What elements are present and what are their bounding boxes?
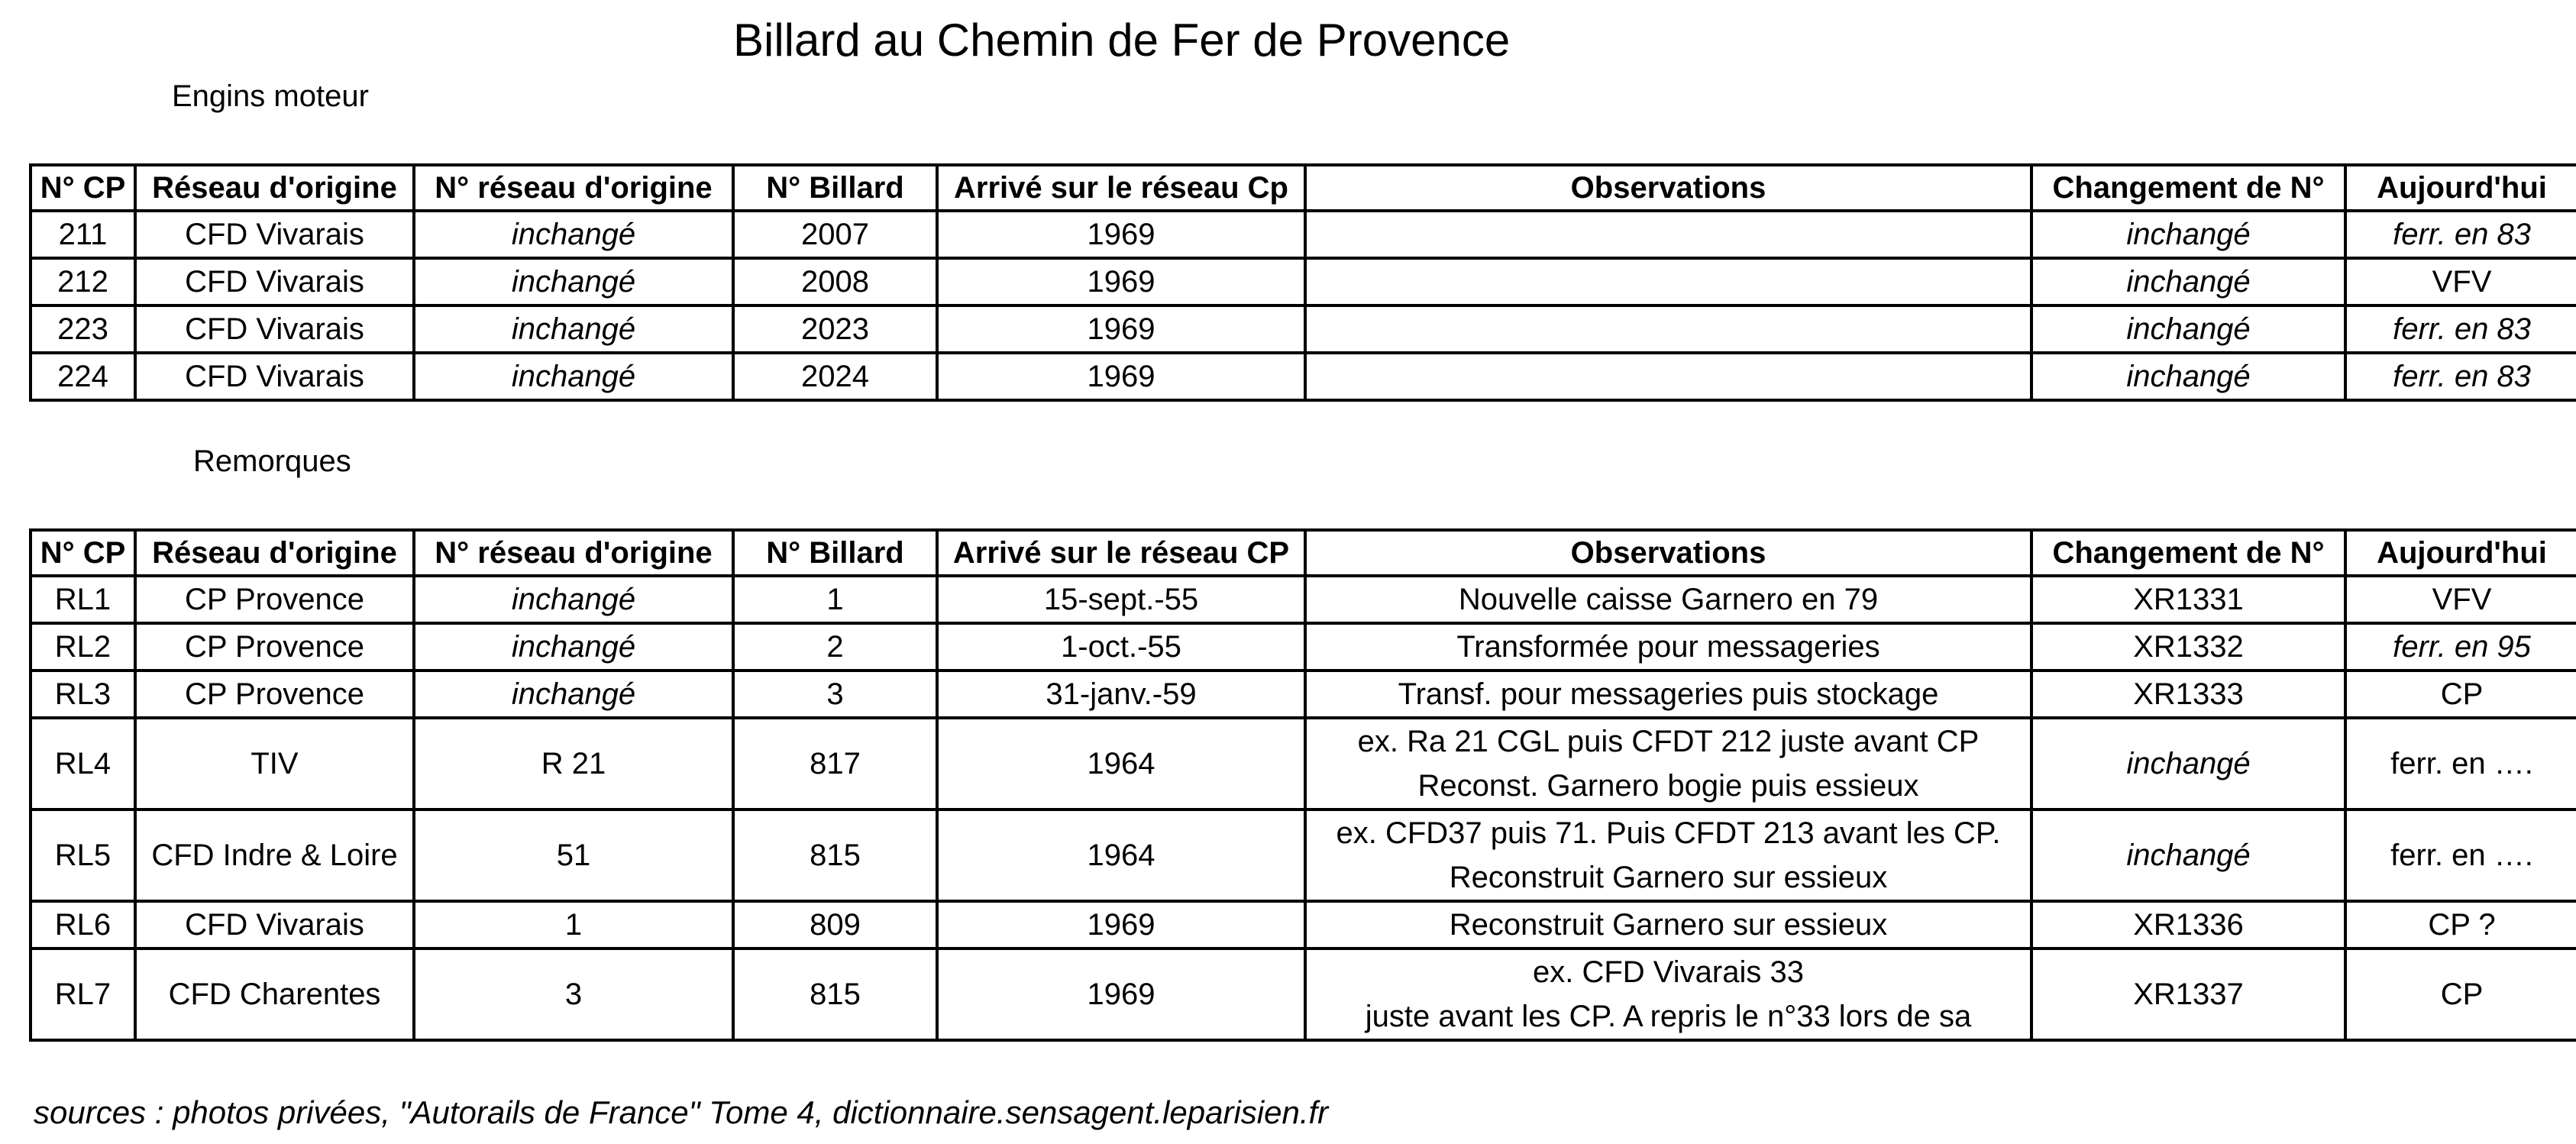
table-cell [1305, 353, 2031, 400]
table-cell: TIV [135, 718, 414, 810]
table-cell: 2008 [733, 258, 937, 305]
observation-line: Reconstruit Garnero sur essieux [1449, 861, 1888, 894]
table-cell: inchangé [2031, 353, 2345, 400]
table-cell [1305, 305, 2031, 353]
table-cell: ferr. en 95 [2345, 623, 2576, 671]
header-cell: N° Billard [733, 530, 937, 576]
header-cell: N° réseau d'origine [414, 530, 733, 576]
table-cell: VFV [2345, 258, 2576, 305]
table-row [31, 901, 2576, 948]
table-row [31, 623, 2576, 671]
table-cell: inchangé [414, 258, 733, 305]
header-cell: Aujourd'hui [2345, 530, 2576, 576]
table-cell: 2 [733, 623, 937, 671]
table-row [31, 576, 2576, 623]
table-cell: CP [2345, 671, 2576, 718]
table-cell: 15-sept.-55 [937, 576, 1305, 623]
table-cell: inchangé [2031, 258, 2345, 305]
table-cell: inchangé [414, 211, 733, 258]
table-cell: 1969 [937, 211, 1305, 258]
observation-line: Reconst. Garnero bogie puis essieux [1417, 769, 1919, 803]
table-cell: 31-janv.-59 [937, 671, 1305, 718]
table-row [31, 671, 2576, 718]
header-cell: N° Billard [733, 165, 937, 211]
table-cell: ferr. en 83 [2345, 211, 2576, 258]
observation-line: ex. CFD Vivarais 33 [1533, 955, 1804, 989]
table-cell: 1969 [937, 258, 1305, 305]
table-row [31, 810, 2576, 901]
table-cell: CFD Charentes [135, 948, 414, 1040]
table-row [31, 305, 2576, 353]
table-cell: inchangé [2031, 305, 2345, 353]
header-cell: Changement de N° [2031, 165, 2345, 211]
remorques-table [29, 528, 2576, 1042]
table-cell: 2007 [733, 211, 937, 258]
table-cell: inchangé [2031, 211, 2345, 258]
table-cell: CFD Vivarais [135, 353, 414, 400]
table-cell: 3 [414, 948, 733, 1040]
table-cell: R 21 [414, 718, 733, 810]
observation-line: Reconstruit Garnero sur essieux [1449, 908, 1888, 942]
table-row [31, 211, 2576, 258]
table-cell: ferr. en 83 [2345, 353, 2576, 400]
table-cell: CP Provence [135, 576, 414, 623]
observation-line: ex. CFD37 puis 71. Puis CFDT 213 avant les CP. [1336, 816, 2001, 850]
engins-table [29, 163, 2576, 402]
table-cell: RL7 [31, 948, 135, 1040]
page-title: Billard au Chemin de Fer de Provence [733, 15, 1511, 66]
section-label-engins: Engins moteur [172, 79, 369, 113]
table-cell: 809 [733, 901, 937, 948]
header-cell: Observations [1305, 530, 2031, 576]
observation-cell [1305, 718, 2031, 810]
table-cell: 2024 [733, 353, 937, 400]
table-cell: 817 [733, 718, 937, 810]
table-cell: 1969 [937, 353, 1305, 400]
observation-line: Transf. pour messageries puis stockage [1398, 677, 1939, 711]
observation-cell [1305, 810, 2031, 901]
table-cell: ferr. en …. [2345, 810, 2576, 901]
table-cell: 51 [414, 810, 733, 901]
table-cell: 1964 [937, 810, 1305, 901]
table-cell: XR1331 [2031, 576, 2345, 623]
table-cell: RL4 [31, 718, 135, 810]
sources-note: sources : photos privées, "Autorails de France" Tome 4, dictionnaire.sensagent.leparisien.fr [34, 1094, 1329, 1130]
header-cell: Réseau d'origine [135, 530, 414, 576]
table-row [31, 718, 2576, 810]
observation-line: Transformée pour messageries [1456, 630, 1880, 664]
table-cell: inchangé [2031, 718, 2345, 810]
table-cell: 3 [733, 671, 937, 718]
table-cell: RL5 [31, 810, 135, 901]
table-cell: inchangé [414, 623, 733, 671]
header-cell: Réseau d'origine [135, 165, 414, 211]
table-cell: CP Provence [135, 623, 414, 671]
table-cell: 1969 [937, 305, 1305, 353]
table-cell [1305, 258, 2031, 305]
table-cell: ferr. en …. [2345, 718, 2576, 810]
section-label-remorques: Remorques [193, 444, 351, 478]
table-cell: CP Provence [135, 671, 414, 718]
table-cell: CP [2345, 948, 2576, 1040]
table-cell: inchangé [414, 305, 733, 353]
observation-line: Nouvelle caisse Garnero en 79 [1458, 583, 1879, 616]
table-cell: 1 [733, 576, 937, 623]
observation-line: juste avant les CP. A repris le n°33 lors de sa [1365, 1000, 1972, 1033]
table-cell: CFD Vivarais [135, 901, 414, 948]
observation-cell [1305, 948, 2031, 1040]
table-header-row [31, 530, 2576, 576]
table-cell: CFD Vivarais [135, 211, 414, 258]
header-cell: N° CP [31, 165, 135, 211]
table-cell: VFV [2345, 576, 2576, 623]
table-row [31, 258, 2576, 305]
observation-cell [1305, 576, 2031, 623]
table-cell: 212 [31, 258, 135, 305]
observation-cell [1305, 901, 2031, 948]
table-cell: CFD Indre & Loire [135, 810, 414, 901]
table-cell: 1964 [937, 718, 1305, 810]
header-cell: N° CP [31, 530, 135, 576]
table-cell: inchangé [414, 353, 733, 400]
table-cell: CFD Vivarais [135, 258, 414, 305]
table-cell [1305, 211, 2031, 258]
table-cell: RL2 [31, 623, 135, 671]
table-cell: 1 [414, 901, 733, 948]
table-cell: XR1332 [2031, 623, 2345, 671]
header-cell: Changement de N° [2031, 530, 2345, 576]
header-cell: Arrivé sur le réseau CP [937, 530, 1305, 576]
table-cell: ferr. en 83 [2345, 305, 2576, 353]
header-cell: Observations [1305, 165, 2031, 211]
table-cell: CFD Vivarais [135, 305, 414, 353]
observation-cell [1305, 671, 2031, 718]
header-cell: N° réseau d'origine [414, 165, 733, 211]
table-cell: XR1337 [2031, 948, 2345, 1040]
table-cell: 815 [733, 948, 937, 1040]
table-cell: RL6 [31, 901, 135, 948]
header-cell: Arrivé sur le réseau Cp [937, 165, 1305, 211]
table-cell: inchangé [414, 576, 733, 623]
table-row [31, 948, 2576, 1040]
table-row [31, 353, 2576, 400]
observation-line: ex. Ra 21 CGL puis CFDT 212 juste avant CP [1357, 725, 1980, 758]
table-header-row [31, 165, 2576, 211]
table-cell: 2023 [733, 305, 937, 353]
table-cell: 815 [733, 810, 937, 901]
table-cell: 1969 [937, 901, 1305, 948]
header-cell: Aujourd'hui [2345, 165, 2576, 211]
table-cell: inchangé [2031, 810, 2345, 901]
table-cell: 1-oct.-55 [937, 623, 1305, 671]
table-cell: 211 [31, 211, 135, 258]
table-cell: CP ? [2345, 901, 2576, 948]
table-cell: 1969 [937, 948, 1305, 1040]
table-cell: inchangé [414, 671, 733, 718]
table-cell: RL1 [31, 576, 135, 623]
table-cell: XR1333 [2031, 671, 2345, 718]
table-cell: 223 [31, 305, 135, 353]
table-cell: RL3 [31, 671, 135, 718]
observation-cell [1305, 623, 2031, 671]
table-cell: 224 [31, 353, 135, 400]
table-cell: XR1336 [2031, 901, 2345, 948]
